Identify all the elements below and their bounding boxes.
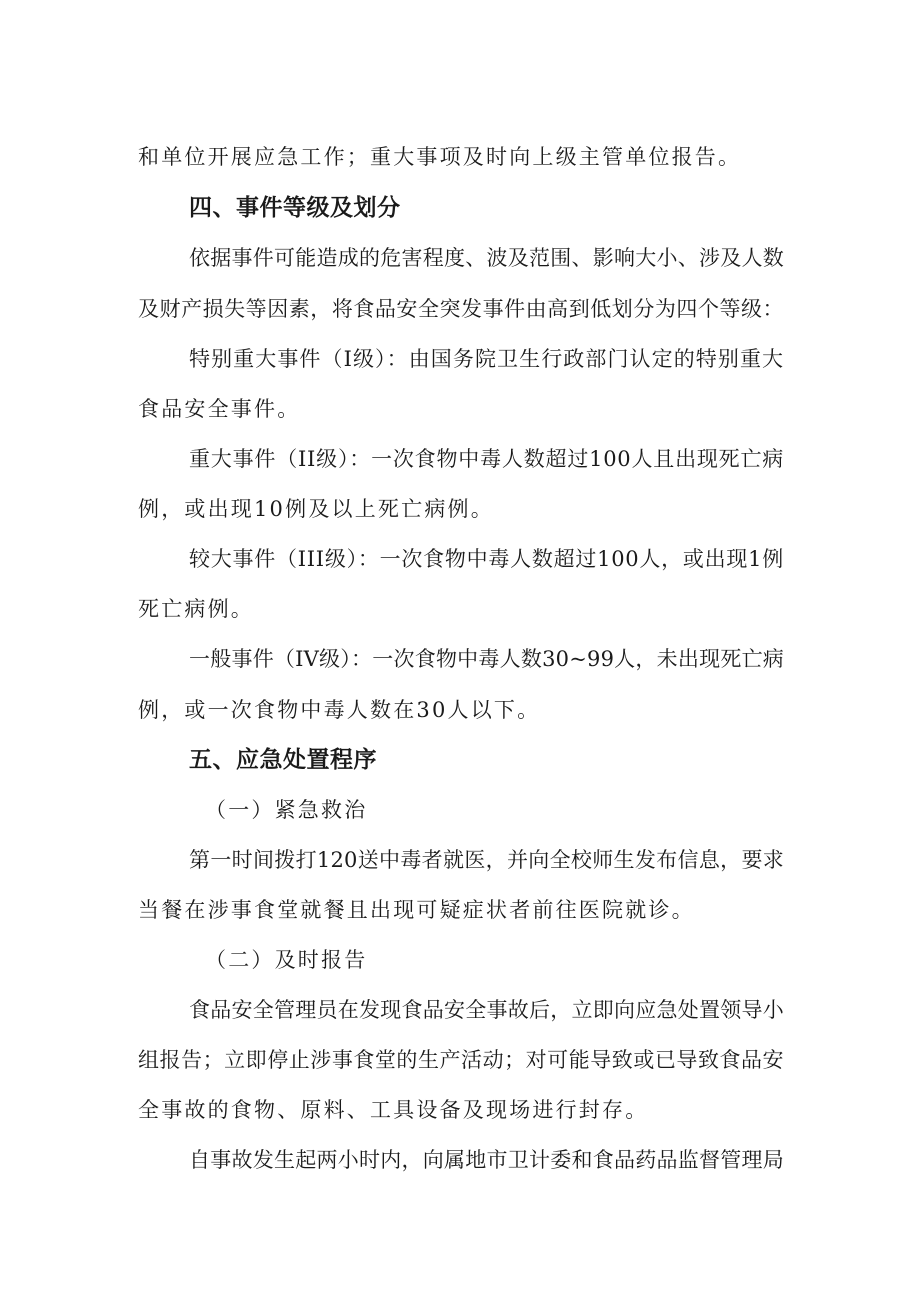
subsection-heading-1: （一）紧急救治	[205, 798, 368, 822]
paragraph-line: 依据事件可能造成的危害程度、波及范围、影响大小、涉及人数	[189, 246, 784, 270]
paragraph-line: 第一时间拨打120送中毒者就医，并向全校师生发布信息，要求	[189, 848, 784, 872]
paragraph-line: 自事故发生起两小时内，向属地市卫计委和食品药品监督管理局	[189, 1148, 784, 1172]
paragraph-line: 和单位开展应急工作；重大事项及时向上级主管单位报告。	[138, 145, 742, 169]
paragraph-line: 死亡病例。	[138, 597, 254, 621]
paragraph-line: 全事故的食物、原料、工具设备及现场进行封存。	[138, 1098, 649, 1122]
paragraph-line: 重大事件（II级）：一次食物中毒人数超过100人且出现死亡病	[189, 447, 784, 471]
paragraph-line: 组报告；立即停止涉事食堂的生产活动；对可能导致或已导致食品安	[138, 1048, 784, 1072]
paragraph-line: 当餐在涉事食堂就餐且出现可疑症状者前往医院就诊。	[138, 898, 695, 922]
paragraph-line: 例，或一次食物中毒人数在30人以下。	[138, 698, 541, 722]
paragraph-line: 例，或出现10例及以上死亡病例。	[138, 497, 494, 521]
subsection-heading-2: （二）及时报告	[205, 948, 368, 972]
section-heading-4: 四、事件等级及划分	[189, 195, 401, 221]
paragraph-line: 一般事件（IV级）：一次食物中毒人数30~99人，未出现死亡病	[189, 647, 784, 671]
paragraph-line: 特别重大事件（I级）：由国务院卫生行政部门认定的特别重大	[189, 347, 784, 371]
paragraph-line: 及财产损失等因素，将食品安全突发事件由高到低划分为四个等级：	[138, 297, 784, 321]
section-heading-5: 五、应急处置程序	[189, 747, 377, 773]
paragraph-line: 较大事件（III级）：一次食物中毒人数超过100人，或出现1例	[189, 547, 784, 571]
paragraph-line: 食品安全事件。	[138, 397, 301, 421]
paragraph-line: 食品安全管理员在发现食品安全事故后，立即向应急处置领导小	[189, 998, 784, 1022]
